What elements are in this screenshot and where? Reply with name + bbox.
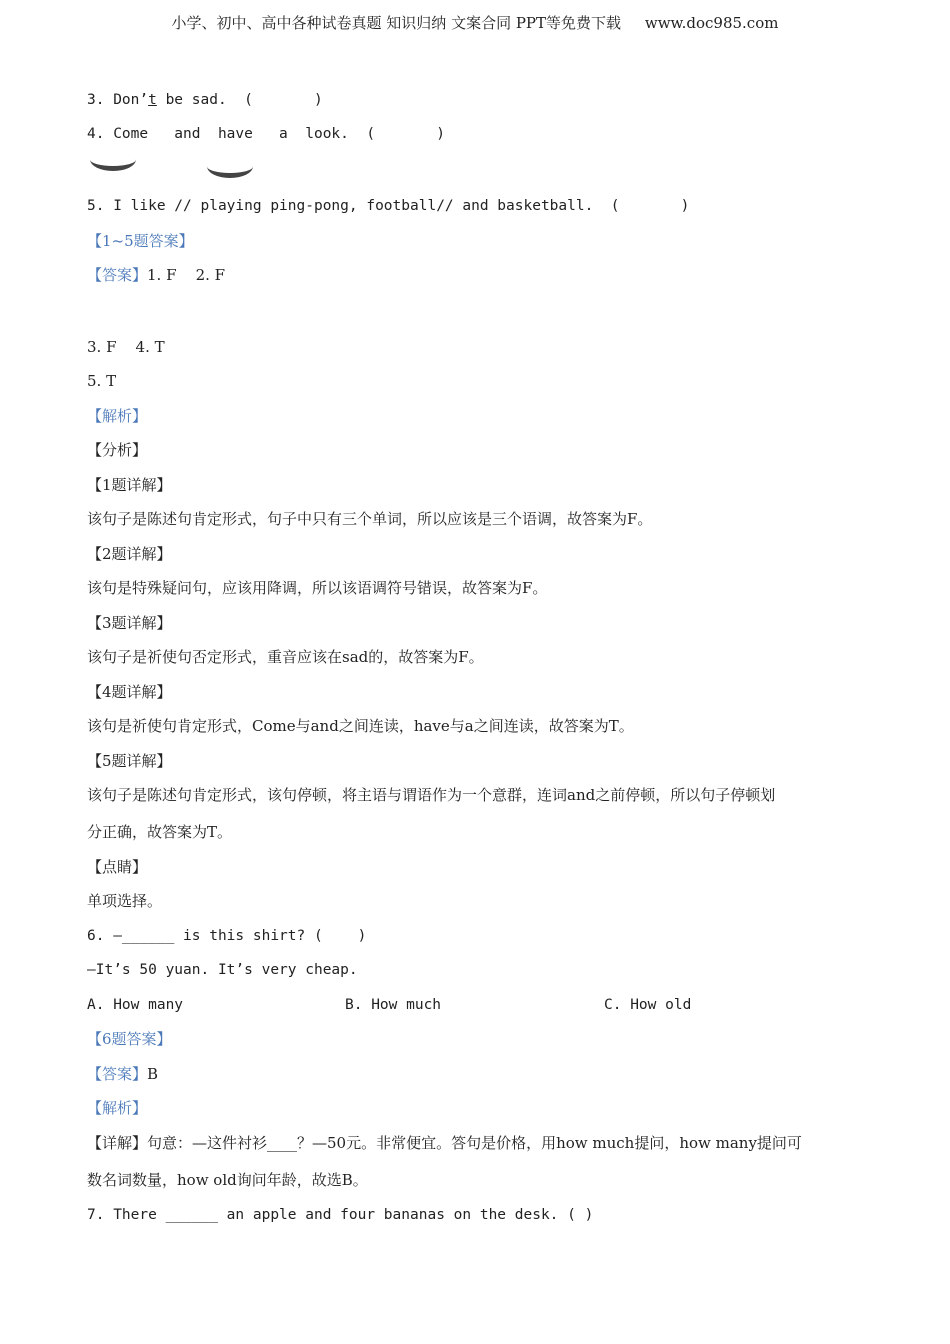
question-7: 7. There ______ an apple and four bananas on the desk. ( ) bbox=[87, 1207, 594, 1223]
fenxi-label: 【分析】 bbox=[87, 441, 148, 459]
detail-6-line1: 【详解】句意：—这件衬衫____？—50元。非常便宜。答句是价格，用how much提问，how many提问可 bbox=[87, 1134, 802, 1152]
option-a: A. How many bbox=[87, 997, 184, 1013]
answer-heading-1-5: 【1~5题答案】 bbox=[87, 232, 194, 250]
detail-5-text-line1: 该句子是陈述句肯定形式，该句停顿，将主语与谓语作为一个意群，连词and之前停顿，所以句子停顿划 bbox=[87, 786, 776, 804]
question-5: 5. I like // playing ping-pong, football// and basketball. ( ) bbox=[87, 198, 690, 214]
analysis-label-6: 【解析】 bbox=[87, 1099, 148, 1117]
question-3: 3. Don’t be sad. ( ) bbox=[87, 92, 323, 108]
answer-heading-6: 【6题答案】 bbox=[87, 1030, 172, 1048]
option-b: B. How much bbox=[345, 997, 442, 1013]
detail-5-heading: 【5题详解】 bbox=[87, 752, 172, 770]
dianjing-text: 单项选择。 bbox=[87, 892, 163, 910]
answer-1-2: 【答案】1. F 2. F bbox=[87, 266, 226, 284]
answer-6: 【答案】B bbox=[87, 1065, 159, 1083]
analysis-label: 【解析】 bbox=[87, 407, 148, 425]
answer-3-4: 3. F 4. T bbox=[87, 338, 165, 356]
detail-1-heading: 【1题详解】 bbox=[87, 476, 172, 494]
detail-4-heading: 【4题详解】 bbox=[87, 683, 172, 701]
question-4: 4. Come and have a look. ( ) bbox=[87, 126, 445, 142]
intonation-mark-1 bbox=[90, 148, 136, 171]
question-6: 6. —______ is this shirt? ( ) bbox=[87, 928, 367, 944]
option-c: C. How old bbox=[604, 997, 692, 1013]
detail-2-text: 该句是特殊疑问句，应该用降调，所以该语调符号错误，故答案为F。 bbox=[87, 579, 548, 597]
detail-3-heading: 【3题详解】 bbox=[87, 614, 172, 632]
detail-4-text: 该句是祈使句肯定形式，Come与and之间连读，have与a之间连读，故答案为T。 bbox=[87, 717, 634, 735]
page-header: 小学、初中、高中各种试卷真题 知识归纳 文案合同 PPT等免费下载 www.doc985.com bbox=[171, 14, 779, 32]
detail-1-text: 该句子是陈述句肯定形式，句子中只有三个单词，所以应该是三个语调，故答案为F。 bbox=[87, 510, 653, 528]
dianjing-label: 【点睛】 bbox=[87, 858, 148, 876]
question-6-reply: —It’s 50 yuan. It’s very cheap. bbox=[87, 962, 358, 978]
detail-2-heading: 【2题详解】 bbox=[87, 545, 172, 563]
detail-3-text: 该句子是祈使句否定形式，重音应该在sad的，故答案为F。 bbox=[87, 648, 484, 666]
detail-6-line2: 数名词数量，how old询问年龄，故选B。 bbox=[87, 1171, 368, 1189]
intonation-mark-2 bbox=[207, 155, 253, 178]
answer-5: 5. T bbox=[87, 372, 117, 390]
detail-5-text-line2: 分正确，故答案为T。 bbox=[87, 823, 233, 841]
